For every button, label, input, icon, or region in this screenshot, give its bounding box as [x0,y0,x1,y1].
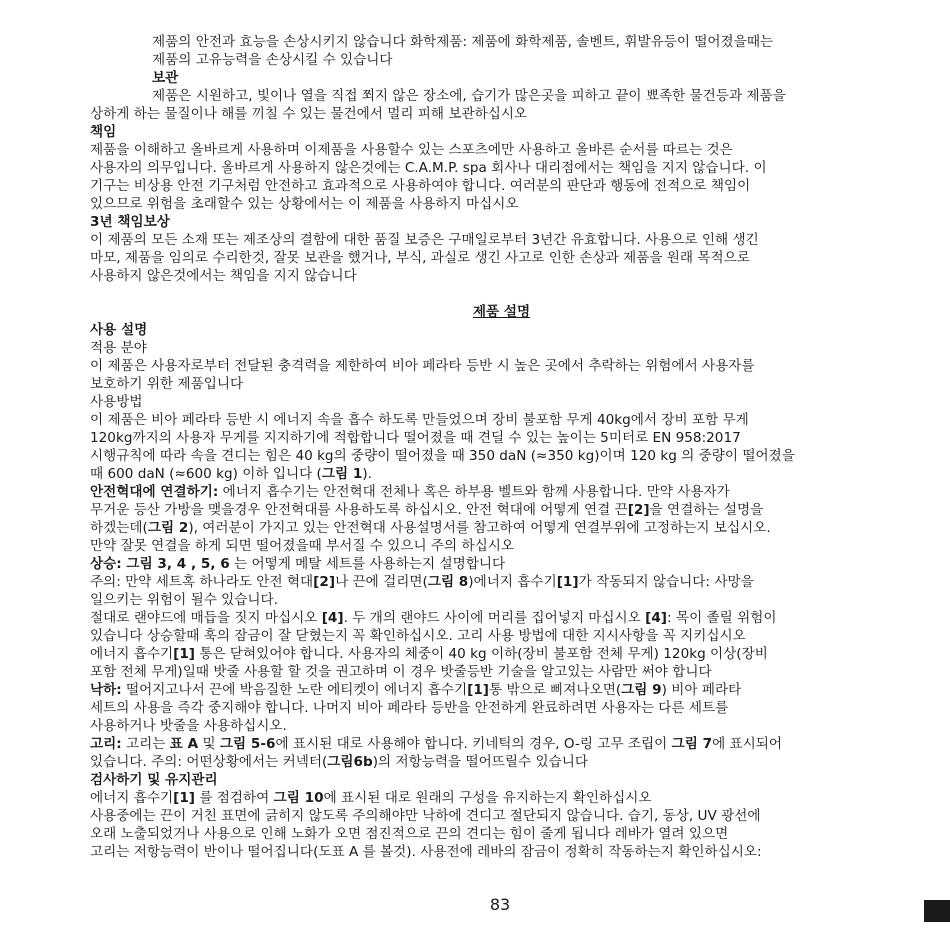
harness-line-2: 무거운 등산 가방을 맺을경우 안전혁대를 사용하도록 하십시오. 안전 혁대에 어떻게 연결 끈[2]을 연결하는 설명을 [90,502,764,518]
usage-heading: 사용 설명 [90,322,148,338]
responsibility-heading: 책임 [90,124,117,140]
intro-line-1: 제품의 안전과 효능을 손상시키지 않습니다 화학제품: 제품에 화학제품, 솔벤트, 휘발유등이 떨어졌을때는 [152,34,774,50]
intro-line-2: 제품의 고유능력을 손상시킬 수 있습니다 [152,52,393,68]
harness-label: 안전혁대에 연결하기: [90,484,219,500]
inspection-line-1: 에너지 흡수기[1] 를 점검하여 그림 10에 표시된 대로 원래의 구성을 유지하는지 확인하십시오 [90,790,652,806]
method-label: 사용방법 [90,394,143,410]
section-gap [90,285,913,303]
method-line-2: 120kg까지의 사용자 무게를 지지하기에 적합합니다 떨어졌을 때 견딜 수 있는 높이는 5미터로 EN 958:2017 [90,430,741,446]
field-line-1: 이 제품은 사용자로부터 전달된 충격력을 제한하여 비아 페라타 등반 시 높은 곳에서 추락하는 위험에서 사용자를 [90,358,755,374]
harness-line-4: 만약 잘못 연결을 하게 되면 떨어졌을때 부서질 수 있으니 주의 하십시오 [90,538,515,554]
ascent-label: 상승: 그림 3, 4 , 5, 6 [90,556,230,572]
method-line-3: 시행규칙에 따라 속을 견디는 힘은 40 kg의 중량이 떨어졌을 때 350 daN (≈350 kg)이며 120 kg 의 중량이 떨어졌을 [90,448,795,464]
storage-line-2: 상하게 하는 물질이나 해를 끼칠 수 있는 물건에서 멀리 피해 보관하십시오 [90,106,528,122]
method-line-1: 이 제품은 비아 페라타 등반 시 에너지 속을 흡수 하도록 만들었으며 장비 불포함 무게 40kg에서 장비 포함 무게 [90,412,749,428]
fall-line-1: 낙하: 떨어지고나서 끈에 박음질한 노란 에티켓이 에너지 흡수기[1]통 밖으로 삐져나오면(그림 9) 비아 페라타 [90,682,742,698]
storage-heading: 보관 [152,70,179,86]
warranty-line-3: 사용하지 않은것에서는 책임을 지지 않습니다 [90,268,357,284]
fall-label: 낙하: [90,682,122,698]
warranty-heading: 3년 책임보상 [90,214,170,230]
connector-line-2: 있습니다. 주의: 어떤상황에서는 커넥터(그림6b)의 저항능력을 떨어뜨릴수 있습니다 [90,754,588,770]
connector-label: 고리: [90,736,122,752]
ascent-line-5: 있습니다 상승할때 훅의 잠금이 잘 닫혔는지 꼭 확인하십시오. 고리 사용 방법에 대한 지시사항을 꼭 지키십시오 [90,628,746,644]
ascent-line-3: 일으키는 위험이 될수 있습니다. [90,592,278,608]
fall-line-3: 사용하거나 밧줄을 사용하십시오. [90,718,287,734]
inspection-line-4: 고리는 저항능력이 반이나 떨어집니다(도표 A 를 볼것). 사용전에 레바의 잠금이 정확히 작동하는지 확인하십시오: [90,844,762,860]
warranty-line-2: 마모, 제품을 임의로 수리한것, 잘못 보관을 했거나, 부식, 과실로 생긴 사고로 인한 손상과 제품을 원래 목적으로 [90,250,750,266]
responsibility-line-2: 사용자의 의무입니다. 올바르게 사용하지 않은것에는 C.A.M.P. spa 회사나 대리점에서는 책임을 지지 않습니다. 이 [90,160,767,176]
figure-ref: 그림 1 [321,466,363,482]
ascent-line-7: 포함 전체 무게)일때 밧줄 사용할 할 것을 권고하며 이 경우 밧줄등반 기술을 알고있는 사람만 써야 합니다 [90,664,712,680]
responsibility-line-3: 기구는 비상용 안전 기구처럼 안전하고 효과적으로 사용하여야 합니다. 여러분의 판단과 행동에 전적으로 책임이 [90,178,751,194]
manual-page [90,33,913,861]
product-description-title: 제품 설명 [472,304,531,320]
storage-line-1: 제품은 시원하고, 빛이나 열을 직접 쬐지 않은 장소에, 습기가 많은곳을 피하고 끝이 뾰족한 물건등과 제품을 [152,88,786,104]
field-of-application-label: 적용 분야 [90,340,147,356]
inspection-line-3: 오래 노출되었거나 사용으로 인해 노화가 오면 점진적으로 끈의 견디는 힘이 줄게 됩니다 레바가 열려 있으면 [90,826,729,842]
method-line-4: 때 600 daN (≈600 kg) 이하 입니다 (그림 1). [90,466,372,482]
ascent-line-6: 에너지 흡수기[1] 통은 닫혀있어야 합니다. 사용자의 체중이 40 kg 이하(장비 불포함 전체 무게) 120kg 이상(장비 [90,646,768,662]
responsibility-line-4: 있으므로 위험을 초래할수 있는 상황에서는 이 제품을 사용하지 마십시오 [90,196,519,212]
connector-line-1: 고리: 고리는 표 A 및 그림 5-6에 표시된 대로 사용해야 합니다. 키네틱의 경우, O-링 고무 조립이 그림 7에 표시되어 [90,736,783,752]
page-number: 83 [489,895,511,914]
fall-line-2: 세트의 사용을 즉각 중지해야 합니다. 나머지 비아 페라타 등반을 안전하게 완료하려면 사용자는 다른 세트를 [90,700,729,716]
harness-line-1: 안전혁대에 연결하기: 에너지 흡수기는 안전혁대 전체나 혹은 하부용 벨트와 함께 사용합니다. 만약 사용자가 [90,484,730,500]
warranty-line-1: 이 제품의 모든 소재 또는 제조상의 결함에 대한 품질 보증은 구매일로부터 3년간 유효합니다. 사용으로 인해 생긴 [90,232,759,248]
inspection-heading: 검사하기 및 유지관리 [90,772,218,788]
harness-line-3: 하겠는데(그림 2), 여러분이 가지고 있는 안전혁대 사용설명서를 참고하여 어떻게 연결부위에 고정하는지 보십시오. [90,520,771,536]
ascent-line-2: 주의: 만약 세트혹 하나라도 안전 혁대[2]나 끈에 걸리면(그림 8)에너지 흡수기[1]가 작동되지 않습니다: 사망을 [90,574,754,590]
ascent-line-4: 절대로 랜야드에 매듭을 짓지 마십시오 [4]. 두 개의 랜야드 사이에 머리를 집어넣지 마십시오 [4]: 목이 졸릴 위험이 [90,610,777,626]
inspection-line-2: 사용중에는 끈이 거친 표면에 긁히지 않도록 주의해야만 낙하에 견디고 절단되지 않습니다. 습기, 동상, UV 광선에 [90,808,761,824]
page-edge-tab [924,900,950,922]
field-line-2: 보호하기 위한 제품입니다 [90,376,244,392]
ascent-line-1: 상승: 그림 3, 4 , 5, 6 는 어떻게 메탈 세트를 사용하는지 설명합니다 [90,556,506,572]
responsibility-line-1: 제품을 이해하고 올바르게 사용하며 이제품을 사용할수 있는 스포츠에만 사용하고 올바른 순서를 따르는 것은 [90,142,733,158]
